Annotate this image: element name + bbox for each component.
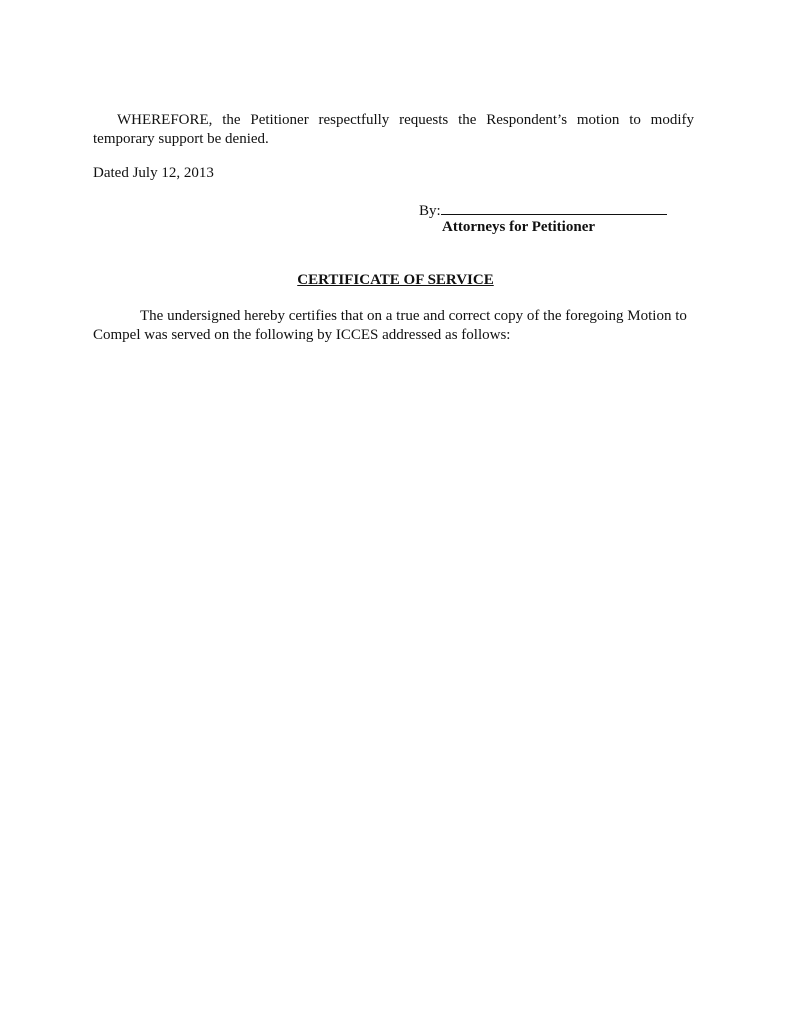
signature-title: Attorneys for Petitioner (442, 219, 596, 235)
signature-blank (441, 200, 667, 215)
dated-line: Dated July 12, 2013 (93, 165, 214, 181)
wherefore-paragraph: WHEREFORE, the Petitioner respectfully requests the Respondent’s motion to modify temporary support be denied. (93, 112, 694, 147)
certificate-body: The undersigned hereby certifies that on a true and correct copy of the foregoing Motion to Compel was served on the following by ICCES addressed as follows: (93, 308, 687, 343)
signature-by-label: By: (419, 203, 441, 219)
certificate-heading: CERTIFICATE OF SERVICE (297, 272, 494, 288)
